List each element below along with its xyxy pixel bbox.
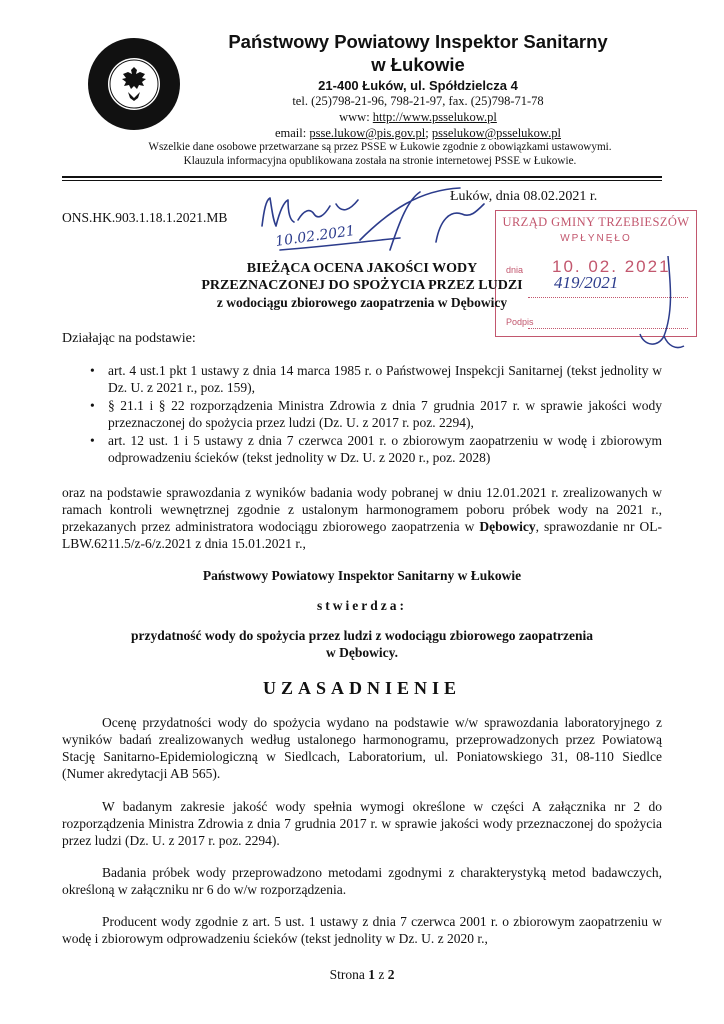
stamp-date-value: 10. 02. 2021 xyxy=(552,257,671,276)
list-item xyxy=(62,397,662,431)
stamp-received: WPŁYNĘŁO xyxy=(560,233,632,244)
justification-paragraph-4: Producent wody zgodnie z art. 5 ust. 1 ustawy z dnia 7 czerwca 2001 r. o zbiorowym zaopatrzeniu w wodę i zbiorowym odprowadzeniu ścieków (tekst jednolity w Dz. U. z 2020 r., xyxy=(62,914,662,946)
list-item-text: § 21.1 i § 22 rozporządzenia Ministra Zdrowia z dnia 7 grudnia 2017 r. w sprawie jakości wody przeznaczonej do spożycia przez ludzi (Dz. U. z 2017 r. poz. 2294), xyxy=(108,398,662,430)
justification-heading: UZASADNIENIE xyxy=(262,678,462,698)
list-item xyxy=(62,432,662,466)
office-title-line1: Państwowy Powiatowy Inspektor Sanitarny xyxy=(228,31,608,52)
justification-paragraph-2: W badanym zakresie jakość wody spełnia wymogi określone w części A załącznika nr 2 do rozporządzenia Ministra Zdrowia z dnia 7 grudnia 2017 r. w sprawie jakości wody przeznaczonej do spożycia przez ludzi (Dz. U. z 2017 r. poz. 2294). xyxy=(62,799,662,848)
page-of: z xyxy=(378,967,385,982)
page-total: 2 xyxy=(387,967,395,982)
stamp-register-number: 419/2021 xyxy=(554,273,619,292)
page-number: 1 xyxy=(368,967,375,982)
gdpr-note: Wszelkie dane osobowe przetwarzane są przez PSSE w Łukowie zgodnie z obowiązkami ustawowymi. xyxy=(148,141,612,153)
email-link-2[interactable]: psselukow@psselukow.pl xyxy=(431,126,561,140)
bullet-icon: • xyxy=(90,433,95,448)
email-label: email: xyxy=(274,126,307,140)
office-title xyxy=(188,30,648,76)
stamp-office-name: URZĄD GMINY TRZEBIESZÓW xyxy=(502,215,690,229)
bullet-icon: • xyxy=(90,363,95,378)
stamp-date-label: dnia xyxy=(506,265,524,275)
page-footer xyxy=(62,967,662,983)
finding-line2: w Dębowicy. xyxy=(326,645,398,660)
finding-line1: przydatność wody do spożycia przez ludzi z wodociągu zbiorowego zaopatrzenia xyxy=(130,628,594,643)
list-item-text: art. 4 ust.1 pkt 1 ustawy z dnia 14 marca 1985 r. o Państwowej Inspekcji Sanitarnej (tekst jednolity w Dz. U. z 2021 r., poz. 159), xyxy=(108,363,662,395)
document-title-line2: PRZEZNACZONEJ DO SPOŻYCIA PRZEZ LUDZI xyxy=(201,278,523,293)
inspection-seal-logo xyxy=(86,36,182,132)
basis-text-after: , sprawozdanie nr OL-LBW.6211.5/z-6/z.2021 z dnia 15.01.2021 r., xyxy=(62,519,662,551)
basis-place: Dębowicy xyxy=(479,519,536,534)
report-basis-paragraph xyxy=(62,484,662,552)
office-phones: tel. (25)798-21-96, 798-21-97, fax. (25)798-71-78 xyxy=(292,94,544,108)
handwritten-signature xyxy=(240,180,520,260)
legal-basis-intro: Działając na podstawie: xyxy=(62,331,196,346)
case-reference: ONS.HK.903.1.18.1.2021.MB xyxy=(62,210,228,225)
document-title-line1: BIEŻĄCA OCENA JAKOŚCI WODY xyxy=(246,261,478,276)
www-label: www: xyxy=(339,110,370,124)
declaration-heading: stwierdza: xyxy=(317,598,407,613)
office-website xyxy=(188,110,648,125)
justification-paragraph-3: Badania próbek wody przeprowadzono metodami zgodnymi z charakterystyką metod badawczych, określoną w załączniku nr 6 do w/w rozporządzenia. xyxy=(62,865,662,897)
office-address: 21-400 Łuków, ul. Spółdzielcza 4 xyxy=(318,78,518,93)
basis-text-before: oraz na podstawie sprawozdania z wyników badania wody pobranej w dniu 12.01.2021 r. zrealizowanych w ramach kontroli wewnętrznej zgodnie z ustalonym harmonogramem poboru próbek wody na 2021 r., przekazanych przez administratora wodociągu zbiorowego zaopatrzenia w xyxy=(62,485,662,534)
page-label: Strona xyxy=(329,967,365,982)
email-separator: ; xyxy=(425,126,429,140)
handwritten-date: 10.02.2021 xyxy=(274,222,356,250)
email-link-1[interactable]: psse.lukow@pis.gov.pl xyxy=(309,126,426,140)
list-item xyxy=(62,362,662,396)
legal-basis-list xyxy=(62,362,662,467)
privacy-clause-note: Klauzula informacyjna opublikowana została na stronie internetowej PSSE w Łukowie. xyxy=(183,155,577,167)
justification-paragraph-1: Ocenę przydatności wody do spożycia wydano na podstawie w/w sprawozdania laboratoryjnego z wyników badań zrealizowanych według ustalonego harmonogramu, przeprowadzonych przez Powiatową Stację Sanitarno-Epidemiologiczną w Siedlcach, Laboratorium, ul. Poniatowskiego 31, 08-110 Siedlce (Numer akredytacji AB 565). xyxy=(62,715,662,781)
document-title-line3: z wodociągu zbiorowego zaopatrzenia w Dębowicy xyxy=(216,295,508,310)
header-divider-thick xyxy=(62,176,662,178)
office-email xyxy=(188,126,648,141)
website-link[interactable]: http://www.psselukow.pl xyxy=(372,110,497,124)
stamp-signature-label: Podpis xyxy=(506,317,534,327)
place-and-date: Łuków, dnia 08.02.2021 r. xyxy=(450,189,598,204)
office-title-line2: w Łukowie xyxy=(371,54,465,75)
bullet-icon: • xyxy=(90,398,95,413)
inspector-heading: Państwowy Powiatowy Inspektor Sanitarny w Łukowie xyxy=(202,568,522,583)
list-item-text: art. 12 ust. 1 i 5 ustawy z dnia 7 czerwca 2001 r. o zbiorowym zaopatrzeniu w wodę i zbiorowym odprowadzeniu ścieków (tekst jednolity w Dz. U. z 2020 r., poz. 2028) xyxy=(108,433,662,465)
